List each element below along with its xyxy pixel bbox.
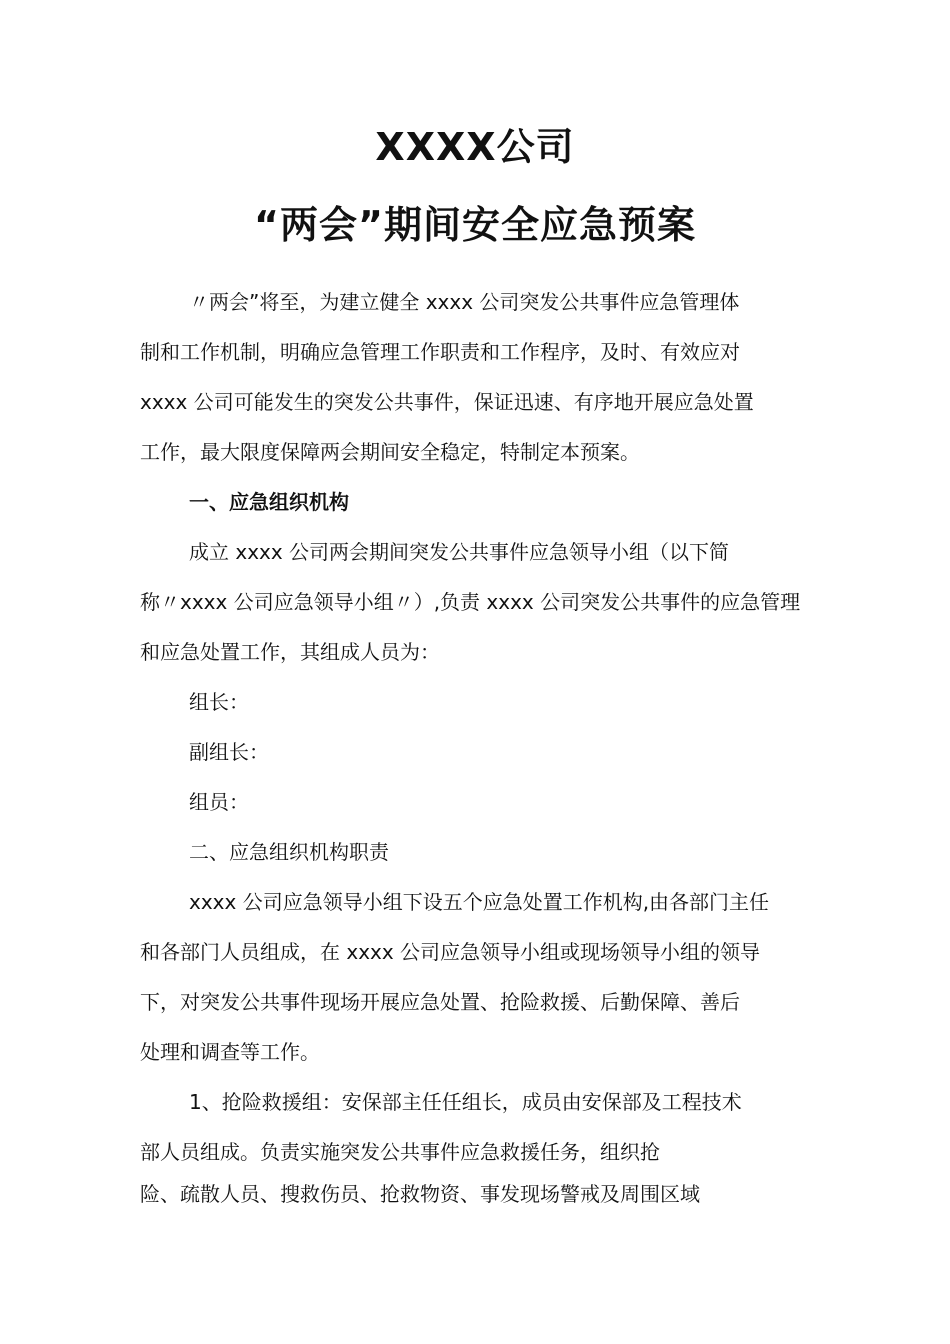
paragraph-line: 和各部门人员组成，在 xxxx 公司应急领导小组或现场领导小组的领导 [140, 940, 761, 964]
paragraph-line: 〃两会”将至，为建立健全 xxxx 公司突发公共事件应急管理体 [189, 290, 740, 314]
paragraph-line: 下，对突发公共事件现场开展应急处置、抢险救援、后勤保障、善后 [140, 990, 740, 1014]
member-label: 副组长： [189, 740, 269, 764]
paragraph-line: 成立 xxxx 公司两会期间突发公共事件应急领导小组（以下简 [189, 540, 730, 564]
document-title-plan: “两会”期间安全应急预案 [254, 203, 696, 247]
paragraph-line: 和应急处置工作，其组成人员为： [140, 640, 440, 664]
section-heading: 二、应急组织机构职责 [189, 840, 389, 864]
paragraph-line: 1、抢险救援组：安保部主任任组长，成员由安保部及工程技术 [189, 1090, 742, 1114]
paragraph-line: 部人员组成。负责实施突发公共事件应急救援任务，组织抢 [140, 1140, 660, 1164]
member-label: 组员： [189, 790, 249, 814]
paragraph-line: xxxx 公司应急领导小组下设五个应急处置工作机构,由各部门主任 [189, 890, 770, 914]
paragraph-line: xxxx 公司可能发生的突发公共事件，保证迅速、有序地开展应急处置 [140, 390, 754, 414]
paragraph-line: 称〃xxxx 公司应急领导小组〃）,负责 xxxx 公司突发公共事件的应急管理 [140, 590, 801, 614]
paragraph-line: 处理和调查等工作。 [140, 1040, 320, 1064]
document-title-company: XXXX公司 [375, 125, 575, 169]
paragraph-line: 险、疏散人员、搜救伤员、抢救物资、事发现场警戒及周围区域 [140, 1182, 700, 1206]
member-label: 组长： [189, 690, 249, 714]
paragraph-line: 制和工作机制，明确应急管理工作职责和工作程序，及时、有效应对 [140, 340, 740, 364]
paragraph-line: 工作，最大限度保障两会期间安全稳定，特制定本预案。 [140, 440, 640, 464]
section-heading: 一、应急组织机构 [189, 490, 349, 514]
